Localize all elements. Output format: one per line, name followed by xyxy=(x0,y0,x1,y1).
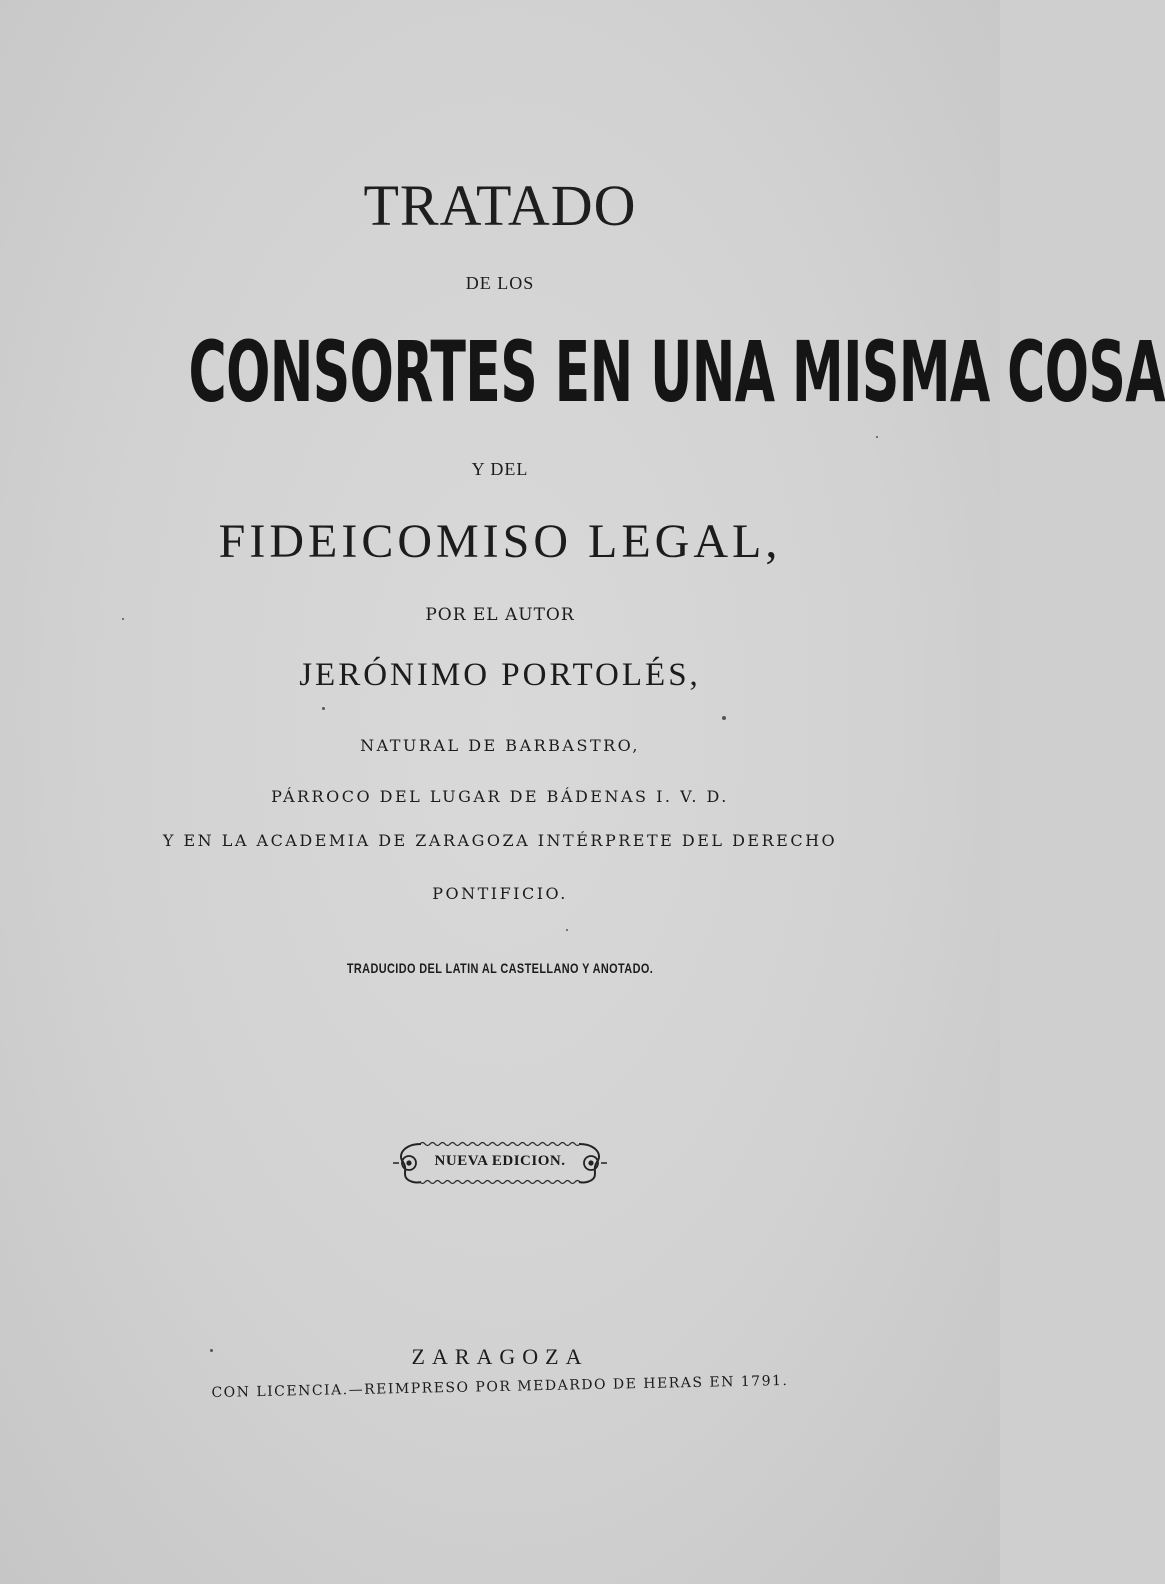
author-academy-cont: PONTIFICIO. xyxy=(432,884,568,903)
paper-speck xyxy=(566,929,568,931)
author-origin: NATURAL DE BARBASTRO, xyxy=(360,736,640,755)
author-parish: PÁRROCO DEL LUGAR DE BÁDENAS I. V. D. xyxy=(271,787,729,806)
paper-speck xyxy=(210,1349,213,1352)
imprint-city: ZARAGOZA xyxy=(411,1344,589,1369)
translation-note: TRADUCIDO DEL LATIN AL CASTELLANO Y ANOTADO. xyxy=(346,960,654,976)
edition-ornament xyxy=(385,1132,615,1192)
author-intro: POR EL AUTOR xyxy=(425,605,575,625)
title-connector-y-del: Y DEL xyxy=(471,459,529,479)
paper-speck xyxy=(876,436,878,438)
book-title: TRATADO xyxy=(363,173,637,238)
paper-speck xyxy=(722,716,726,720)
title-subject-consortes: CONSORTES EN UNA MISMA COSA xyxy=(188,323,1165,421)
title-connector-de-los: DE LOS xyxy=(465,273,535,293)
author-name: JERÓNIMO PORTOLÉS, xyxy=(299,657,701,693)
imprint-line: CON LICENCIA.—REIMPRESO POR MEDARDO DE HERAS EN 1791. xyxy=(211,1372,789,1402)
title-subject-fideicomiso: FIDEICOMISO LEGAL, xyxy=(218,515,782,568)
author-academy: Y EN LA ACADEMIA DE ZARAGOZA INTÉRPRETE DEL DERECHO xyxy=(162,831,838,850)
edition-label: NUEVA EDICION. xyxy=(434,1153,566,1169)
paper-speck xyxy=(322,707,325,710)
paper-speck xyxy=(122,618,124,620)
